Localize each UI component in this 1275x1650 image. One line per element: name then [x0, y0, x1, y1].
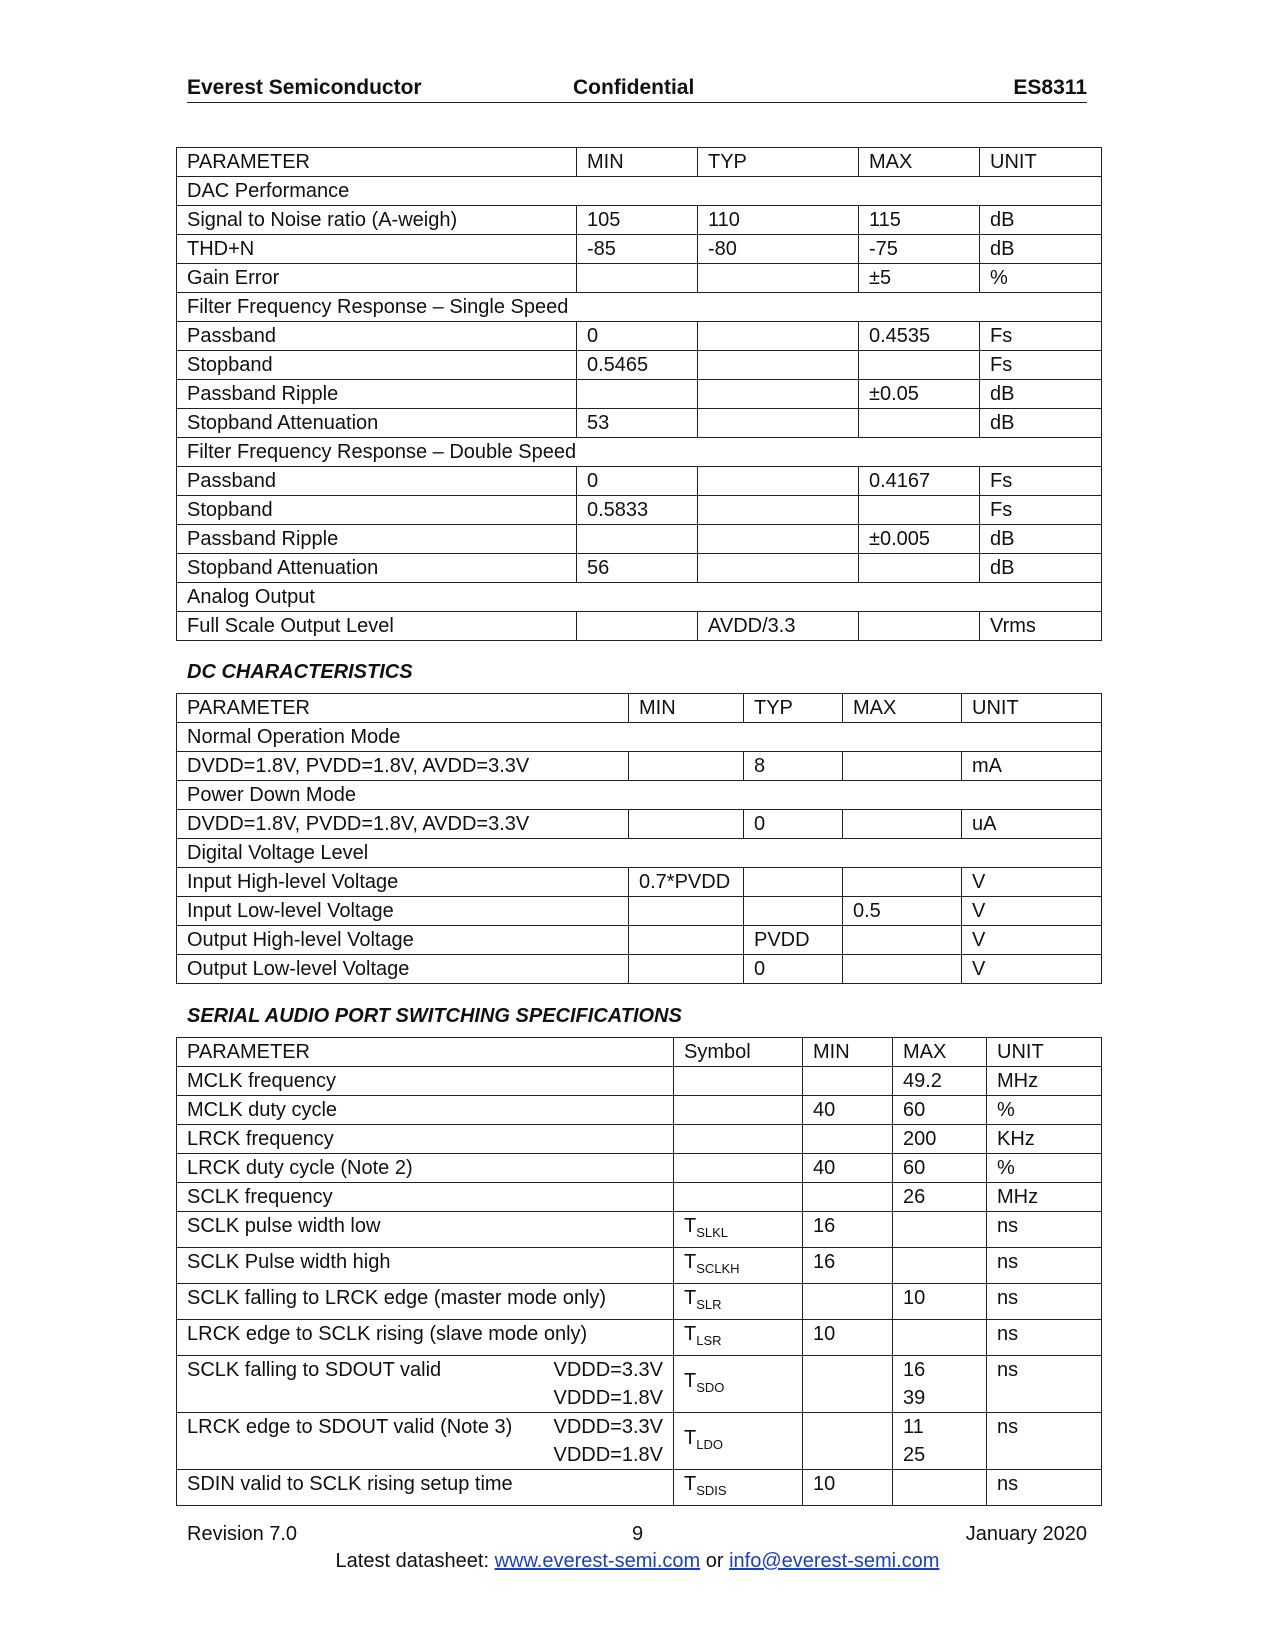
table-row: [177, 1320, 1102, 1356]
table-cell: Fs: [980, 351, 1102, 380]
max-cell: [893, 1248, 987, 1284]
min-cell: 16: [803, 1212, 893, 1248]
section-label: Filter Frequency Response – Single Speed: [177, 293, 1102, 322]
section-row: [177, 723, 1102, 752]
symbol-cell: [674, 1470, 803, 1506]
table-row: [177, 955, 1102, 984]
header-confidential: Confidential: [573, 76, 695, 99]
min-cell: 10: [803, 1320, 893, 1356]
unit-cell: ns: [987, 1320, 1102, 1356]
min-cell: [803, 1183, 893, 1212]
table-cell: Stopband Attenuation: [177, 409, 577, 438]
website-link[interactable]: www.everest-semi.com: [494, 1550, 701, 1572]
table-cell: V: [962, 868, 1102, 897]
max-value: 11: [903, 1416, 924, 1438]
table-cell: [843, 868, 962, 897]
table-row: [177, 322, 1102, 351]
condition-line: [187, 1384, 663, 1412]
table-cell: 0: [744, 955, 843, 984]
table-cell: [859, 409, 980, 438]
min-cell: [803, 1067, 893, 1096]
max-value: 16: [903, 1359, 926, 1381]
column-header: TYP: [698, 148, 859, 177]
table-cell: Fs: [980, 322, 1102, 351]
parameter-label: SCLK falling to SDOUT valid: [187, 1359, 442, 1381]
symbol-cell: [674, 1067, 803, 1096]
unit-cell: %: [987, 1096, 1102, 1125]
table-cell: 115: [859, 206, 980, 235]
table-cell: V: [962, 926, 1102, 955]
table-row: [177, 264, 1102, 293]
max-cell: 60: [893, 1096, 987, 1125]
column-header: Symbol: [674, 1038, 803, 1067]
column-header: UNIT: [962, 694, 1102, 723]
table-cell: Output Low-level Voltage: [177, 955, 629, 984]
symbol-cell: [674, 1125, 803, 1154]
symbol-cell: [674, 1413, 803, 1470]
parameter-cell: [177, 1356, 674, 1413]
table-cell: [843, 752, 962, 781]
column-header: MIN: [629, 694, 744, 723]
table-cell: ±0.005: [859, 525, 980, 554]
dac-performance-table: [176, 147, 1102, 641]
table-cell: dB: [980, 380, 1102, 409]
condition-label: VDDD=1.8V: [553, 1387, 663, 1409]
symbol-cell: [674, 1320, 803, 1356]
table-cell: Passband Ripple: [177, 380, 577, 409]
symbol-letter: T: [684, 1215, 697, 1237]
table-cell: 0: [744, 810, 843, 839]
table-cell: [577, 612, 698, 641]
symbol-cell: [674, 1284, 803, 1320]
table-cell: 0: [577, 322, 698, 351]
table-cell: [859, 612, 980, 641]
min-cell: [803, 1125, 893, 1154]
column-header: TYP: [744, 694, 843, 723]
section-row: [177, 583, 1102, 612]
condition-label: VDDD=3.3V: [553, 1416, 663, 1438]
header-company: Everest Semiconductor: [187, 76, 422, 99]
header-row: [177, 148, 1102, 177]
table-cell: %: [980, 264, 1102, 293]
table-cell: dB: [980, 206, 1102, 235]
section-row: [177, 781, 1102, 810]
table-row: [177, 1154, 1102, 1183]
symbol-subscript: SDIS: [696, 1483, 727, 1498]
table-cell: Stopband Attenuation: [177, 554, 577, 583]
table-row: [177, 1096, 1102, 1125]
section-row: [177, 293, 1102, 322]
symbol-subscript: SCLKH: [696, 1261, 740, 1276]
table-row: [177, 554, 1102, 583]
table-row: [177, 206, 1102, 235]
parameter-label: MCLK frequency: [187, 1070, 336, 1092]
parameter-cell: [177, 1154, 674, 1183]
column-header: MIN: [577, 148, 698, 177]
table-cell: 105: [577, 206, 698, 235]
section-label: Digital Voltage Level: [177, 839, 1102, 868]
table-cell: Input High-level Voltage: [177, 868, 629, 897]
table-row: [177, 926, 1102, 955]
footer-or: or: [700, 1550, 730, 1572]
table-cell: 0.7*PVDD: [629, 868, 744, 897]
unit-cell: ns: [987, 1413, 1102, 1470]
section-label: Normal Operation Mode: [177, 723, 1102, 752]
table-cell: Stopband: [177, 351, 577, 380]
parameter-line: [187, 1413, 663, 1441]
table-cell: PVDD: [744, 926, 843, 955]
table-cell: ±0.05: [859, 380, 980, 409]
table-cell: [629, 955, 744, 984]
min-cell: [803, 1413, 893, 1470]
parameter-label: SDIN valid to SCLK rising setup time: [187, 1473, 513, 1495]
table-cell: [859, 554, 980, 583]
table-row: [177, 351, 1102, 380]
table-row: [177, 409, 1102, 438]
table-row: [177, 496, 1102, 525]
table-cell: dB: [980, 409, 1102, 438]
min-cell: [803, 1284, 893, 1320]
table-cell: [698, 554, 859, 583]
table-cell: -85: [577, 235, 698, 264]
table-cell: Passband: [177, 467, 577, 496]
section-label: Filter Frequency Response – Double Speed: [177, 438, 1102, 467]
parameter-label: SCLK frequency: [187, 1186, 333, 1208]
parameter-cell: [177, 1320, 674, 1356]
section-label: Analog Output: [177, 583, 1102, 612]
table-cell: 0.5833: [577, 496, 698, 525]
table-cell: [698, 467, 859, 496]
table-row: [177, 1248, 1102, 1284]
section-row: [177, 839, 1102, 868]
min-cell: 16: [803, 1248, 893, 1284]
symbol-letter: T: [684, 1287, 697, 1309]
table-cell: 0.5: [843, 897, 962, 926]
table-cell: dB: [980, 525, 1102, 554]
parameter-label: SCLK pulse width low: [187, 1215, 381, 1237]
column-header: MAX: [893, 1038, 987, 1067]
parameter-cell: [177, 1470, 674, 1506]
table-cell: Full Scale Output Level: [177, 612, 577, 641]
table-cell: [698, 322, 859, 351]
table-cell: [744, 868, 843, 897]
symbol-cell: [674, 1154, 803, 1183]
table-cell: -80: [698, 235, 859, 264]
serial-audio-port-table: [176, 1037, 1102, 1506]
max-cell: 49.2: [893, 1067, 987, 1096]
header-part-number: ES8311: [1013, 76, 1087, 99]
section-row: [177, 438, 1102, 467]
table-cell: [843, 955, 962, 984]
table-cell: [744, 897, 843, 926]
symbol-letter: T: [684, 1323, 697, 1345]
max-cell: 26: [893, 1183, 987, 1212]
max-value: 39: [903, 1387, 926, 1409]
footer-page-number: 9: [632, 1523, 644, 1545]
parameter-cell: [177, 1183, 674, 1212]
min-cell: 40: [803, 1096, 893, 1125]
column-header: MIN: [803, 1038, 893, 1067]
table-row: [177, 810, 1102, 839]
symbol-cell: [674, 1356, 803, 1413]
min-cell: 10: [803, 1470, 893, 1506]
column-header: PARAMETER: [177, 694, 629, 723]
max-cell: [893, 1320, 987, 1356]
symbol-cell: [674, 1096, 803, 1125]
table-row: [177, 380, 1102, 409]
table-cell: [698, 525, 859, 554]
symbol-cell: [674, 1248, 803, 1284]
parameter-label: SCLK Pulse width high: [187, 1251, 391, 1273]
column-header: PARAMETER: [177, 148, 577, 177]
table-cell: DVDD=1.8V, PVDD=1.8V, AVDD=3.3V: [177, 752, 629, 781]
table-cell: [629, 810, 744, 839]
parameter-cell: [177, 1067, 674, 1096]
unit-cell: MHz: [987, 1067, 1102, 1096]
table-row: [177, 1125, 1102, 1154]
table-cell: THD+N: [177, 235, 577, 264]
unit-cell: ns: [987, 1248, 1102, 1284]
table-cell: -75: [859, 235, 980, 264]
unit-cell: MHz: [987, 1183, 1102, 1212]
section-row: [177, 177, 1102, 206]
email-link[interactable]: info@everest-semi.com: [729, 1550, 940, 1572]
table-cell: [843, 810, 962, 839]
header-row: [177, 694, 1102, 723]
table-cell: Input Low-level Voltage: [177, 897, 629, 926]
column-header: UNIT: [980, 148, 1102, 177]
parameter-cell: [177, 1413, 674, 1470]
table-cell: 56: [577, 554, 698, 583]
table-cell: Output High-level Voltage: [177, 926, 629, 955]
header-row: [177, 1038, 1102, 1067]
table-cell: AVDD/3.3: [698, 612, 859, 641]
footer-latest-label: Latest datasheet:: [335, 1550, 495, 1572]
parameter-cell: [177, 1125, 674, 1154]
table-cell: [698, 264, 859, 293]
section-label: Power Down Mode: [177, 781, 1102, 810]
table-cell: [698, 409, 859, 438]
table-cell: [698, 380, 859, 409]
page-header: [187, 76, 1087, 103]
table-cell: [629, 926, 744, 955]
unit-cell: KHz: [987, 1125, 1102, 1154]
parameter-label: LRCK edge to SDOUT valid (Note 3): [187, 1416, 513, 1438]
parameter-cell: [177, 1212, 674, 1248]
condition-line: [187, 1441, 663, 1469]
table-cell: [629, 897, 744, 926]
table-cell: [698, 496, 859, 525]
symbol-letter: T: [684, 1473, 697, 1495]
table-cell: 0: [577, 467, 698, 496]
table-cell: DVDD=1.8V, PVDD=1.8V, AVDD=3.3V: [177, 810, 629, 839]
symbol-subscript: SLKL: [696, 1225, 729, 1240]
parameter-label: LRCK duty cycle (Note 2): [187, 1157, 413, 1179]
table-cell: Fs: [980, 496, 1102, 525]
unit-cell: ns: [987, 1470, 1102, 1506]
footer-links: [0, 1550, 1275, 1573]
table-cell: V: [962, 955, 1102, 984]
max-cell: 60: [893, 1154, 987, 1183]
table-cell: V: [962, 897, 1102, 926]
parameter-label: LRCK frequency: [187, 1128, 334, 1150]
column-header: UNIT: [987, 1038, 1102, 1067]
table-cell: dB: [980, 235, 1102, 264]
parameter-label: SCLK falling to LRCK edge (master mode only): [187, 1287, 607, 1309]
table-cell: [629, 752, 744, 781]
table-row: [177, 1470, 1102, 1506]
table-row: [177, 752, 1102, 781]
symbol-cell: [674, 1183, 803, 1212]
symbol-subscript: SLR: [696, 1297, 722, 1312]
footer-date: January 2020: [965, 1523, 1087, 1545]
table-cell: 0.5465: [577, 351, 698, 380]
table-row: [177, 1183, 1102, 1212]
parameter-cell: [177, 1248, 674, 1284]
max-value: 25: [903, 1444, 926, 1466]
unit-cell: ns: [987, 1356, 1102, 1413]
table-row: [177, 1356, 1102, 1413]
condition-label: VDDD=1.8V: [553, 1444, 663, 1466]
table-cell: 0.4167: [859, 467, 980, 496]
unit-cell: ns: [987, 1212, 1102, 1248]
symbol-letter: T: [684, 1251, 697, 1273]
table-cell: Signal to Noise ratio (A-weigh): [177, 206, 577, 235]
max-cell: 200: [893, 1125, 987, 1154]
parameter-line: [187, 1356, 663, 1384]
table-row: [177, 1212, 1102, 1248]
parameter-cell: [177, 1284, 674, 1320]
min-cell: 40: [803, 1154, 893, 1183]
table-cell: [577, 264, 698, 293]
parameter-cell: [177, 1096, 674, 1125]
table-cell: ±5: [859, 264, 980, 293]
table-cell: [698, 351, 859, 380]
table-cell: Stopband: [177, 496, 577, 525]
table-cell: [577, 380, 698, 409]
footer-revision: Revision 7.0: [187, 1523, 298, 1545]
table-cell: [859, 496, 980, 525]
symbol-cell: [674, 1212, 803, 1248]
serial-audio-port-title: SERIAL AUDIO PORT SWITCHING SPECIFICATIONS: [187, 1005, 682, 1027]
section-label: DAC Performance: [177, 177, 1102, 206]
column-header: MAX: [843, 694, 962, 723]
unit-cell: %: [987, 1154, 1102, 1183]
table-row: [177, 525, 1102, 554]
table-row: [177, 1067, 1102, 1096]
table-cell: [859, 351, 980, 380]
page-footer: [187, 1523, 1087, 1547]
min-cell: [803, 1356, 893, 1413]
column-header: PARAMETER: [177, 1038, 674, 1067]
table-row: [177, 1284, 1102, 1320]
table-cell: Vrms: [980, 612, 1102, 641]
parameter-label: MCLK duty cycle: [187, 1099, 338, 1121]
table-row: [177, 868, 1102, 897]
table-cell: 110: [698, 206, 859, 235]
table-cell: 53: [577, 409, 698, 438]
table-row: [177, 612, 1102, 641]
symbol-subscript: LDO: [696, 1436, 723, 1452]
max-cell: [893, 1212, 987, 1248]
table-row: [177, 467, 1102, 496]
unit-cell: ns: [987, 1284, 1102, 1320]
table-cell: Gain Error: [177, 264, 577, 293]
table-cell: Passband Ripple: [177, 525, 577, 554]
max-cell: 10: [893, 1284, 987, 1320]
table-cell: 8: [744, 752, 843, 781]
symbol-subscript: SDO: [696, 1379, 725, 1395]
table-row: [177, 235, 1102, 264]
max-cell: [893, 1413, 987, 1470]
symbol-letter: T: [684, 1426, 697, 1449]
parameter-label: LRCK edge to SCLK rising (slave mode only): [187, 1323, 588, 1345]
table-cell: dB: [980, 554, 1102, 583]
table-cell: Fs: [980, 467, 1102, 496]
table-cell: mA: [962, 752, 1102, 781]
table-cell: Passband: [177, 322, 577, 351]
table-row: [177, 897, 1102, 926]
symbol-letter: T: [684, 1369, 697, 1392]
condition-label: VDDD=3.3V: [553, 1359, 663, 1381]
table-cell: [577, 525, 698, 554]
symbol-subscript: LSR: [696, 1333, 722, 1348]
column-header: MAX: [859, 148, 980, 177]
table-row: [177, 1413, 1102, 1470]
table-cell: uA: [962, 810, 1102, 839]
dc-characteristics-table: [176, 693, 1102, 984]
max-cell: [893, 1470, 987, 1506]
table-cell: [843, 926, 962, 955]
table-cell: 0.4535: [859, 322, 980, 351]
max-cell: [893, 1356, 987, 1413]
dc-characteristics-title: DC CHARACTERISTICS: [187, 661, 413, 683]
